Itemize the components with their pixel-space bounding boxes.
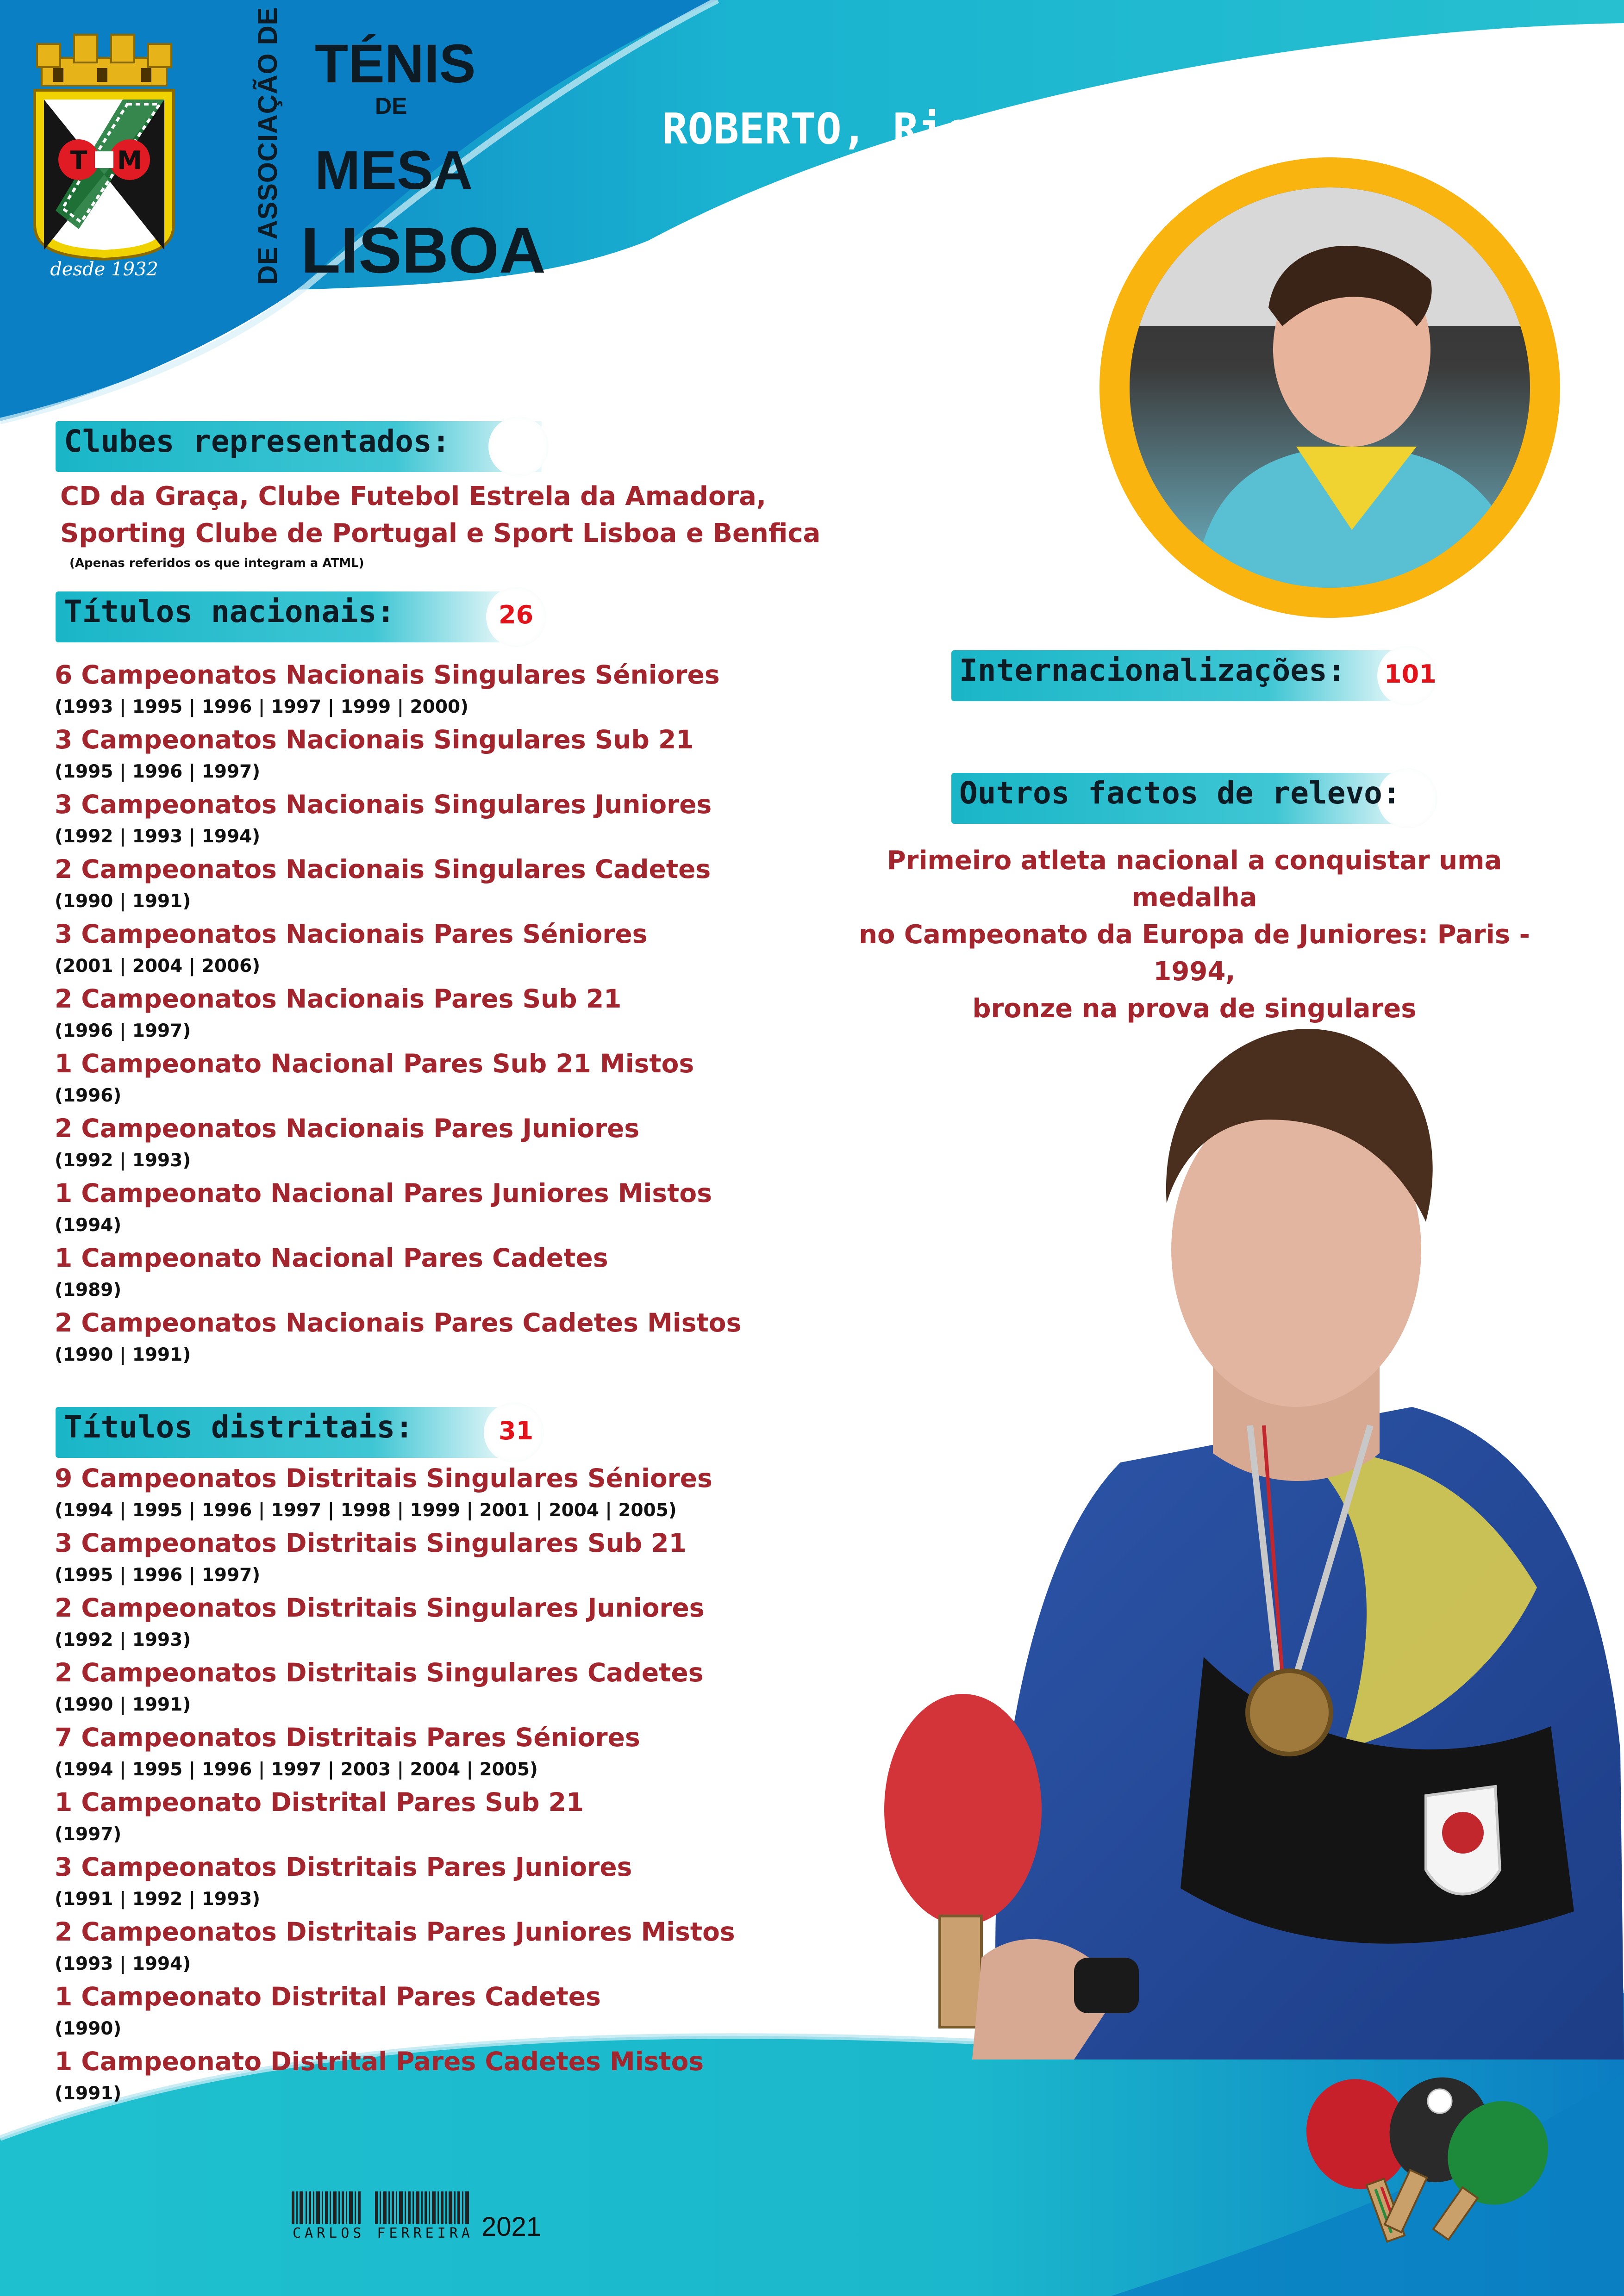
title-years: (1991): [55, 2083, 122, 2104]
title-years: (1996): [55, 1085, 122, 1106]
title-years: (1993 | 1995 | 1996 | 1997 | 1999 | 2000): [55, 697, 468, 717]
org-vertical-label: DE ASSOCIAÇÃO DE: [253, 6, 283, 285]
title-list-item: [55, 1241, 842, 1306]
district-titles-list: [55, 1462, 842, 2109]
org-word-lisboa: LISBOA: [301, 214, 546, 286]
title-list-item: [55, 658, 842, 723]
title-name: 1 Campeonato Distrital Pares Sub 21: [55, 1787, 584, 1817]
title-list-item: [55, 1980, 842, 2045]
title-years: (1992 | 1993): [55, 1150, 191, 1171]
title-list-item: [55, 1656, 842, 1721]
logo-since: desde 1932: [50, 259, 158, 280]
international-title: Internacionalizações:: [959, 653, 1346, 688]
title-list-item: [55, 1526, 842, 1591]
facts-line-1: Primeiro atleta nacional a conquistar uma medalha: [887, 846, 1502, 913]
title-list-item: [55, 982, 842, 1047]
svg-text:T: T: [70, 146, 87, 175]
title-list-item: [55, 1786, 842, 1850]
title-list-item: [55, 788, 842, 852]
title-years: (1993 | 1994): [55, 1954, 191, 1974]
title-name: 3 Campeonatos Distritais Pares Juniores: [55, 1852, 632, 1882]
title-years: (1990 | 1991): [55, 1694, 191, 1715]
title-years: (1994 | 1995 | 1996 | 1997 | 1998 | 1999 | 2001 | 2004 | 2005): [55, 1500, 677, 1521]
title-years: (2001 | 2004 | 2006): [55, 956, 261, 977]
title-name: 2 Campeonatos Nacionais Singulares Cadetes: [55, 854, 711, 884]
clubs-note: (Apenas referidos os que integram a ATML): [69, 556, 364, 570]
title-years: (1992 | 1993): [55, 1630, 191, 1650]
title-years: (1990): [55, 2018, 122, 2039]
org-word-mesa: MESA: [315, 140, 473, 201]
title-name: 1 Campeonato Distrital Pares Cadetes Mistos: [55, 2047, 704, 2076]
title-name: 3 Campeonatos Distritais Singulares Sub 21: [55, 1528, 687, 1558]
title-name: 6 Campeonatos Nacionais Singulares Séniores: [55, 660, 720, 690]
title-list-item: [55, 2045, 842, 2109]
title-list-item: [55, 1176, 842, 1241]
title-list-item: [55, 1915, 842, 1980]
facts-line-2: no Campeonato da Europa de Juniores: Paris - 1994,: [859, 920, 1530, 987]
title-name: 3 Campeonatos Nacionais Singulares Sub 21: [55, 725, 694, 754]
title-name: 3 Campeonatos Nacionais Pares Séniores: [55, 919, 648, 949]
title-name: 1 Campeonato Nacional Pares Cadetes: [55, 1243, 608, 1273]
title-name: 2 Campeonatos Distritais Singulares Juniores: [55, 1593, 705, 1623]
title-years: (1990 | 1991): [55, 1344, 191, 1365]
title-name: 1 Campeonato Nacional Pares Sub 21 Mistos: [55, 1049, 694, 1078]
portrait-photo: [1099, 157, 1560, 618]
young-athlete-portrait-icon: [1130, 187, 1530, 588]
athlete-name: ROBERTO, Ricardo: [662, 104, 1073, 154]
clubs-title: Clubes representados:: [64, 423, 450, 459]
atml-logo: [28, 25, 181, 285]
title-name: 2 Campeonatos Nacionais Pares Cadetes Mistos: [55, 1308, 742, 1338]
title-list-item: [55, 1850, 842, 1915]
footer-author: CARLOS FERREIRA: [293, 2225, 474, 2241]
title-list-item: [55, 1462, 842, 1526]
footer-year: 2021: [481, 2212, 542, 2242]
crown-icon: [37, 35, 171, 86]
title-name: 1 Campeonato Nacional Pares Juniores Mistos: [55, 1178, 712, 1208]
title-name: 9 Campeonatos Distritais Singulares Séniores: [55, 1463, 712, 1493]
title-list-item: [55, 917, 842, 982]
national-count: 26: [499, 600, 534, 629]
district-title: Títulos distritais:: [64, 1409, 413, 1445]
org-word-tenis: TÉNIS: [315, 33, 476, 94]
paddles-icon: [1287, 2073, 1565, 2249]
international-count: 101: [1384, 660, 1437, 689]
title-years: (1996 | 1997): [55, 1020, 191, 1041]
title-list-item: [55, 1047, 842, 1112]
title-name: 1 Campeonato Distrital Pares Cadetes: [55, 1982, 601, 2011]
title-years: (1995 | 1996 | 1997): [55, 1565, 261, 1586]
clubs-line-2: Sporting Clube de Portugal e Sport Lisboa e Benfica: [60, 518, 821, 548]
title-name: 2 Campeonatos Nacionais Pares Juniores: [55, 1114, 640, 1143]
title-list-item: [55, 1306, 842, 1371]
title-years: (1992 | 1993 | 1994): [55, 826, 261, 847]
svg-text:M: M: [117, 146, 142, 175]
national-titles-list: [55, 658, 842, 1371]
title-list-item: [55, 1112, 842, 1176]
org-word-de: DE: [375, 93, 407, 119]
svg-text:A: A: [89, 106, 106, 130]
facts-line-3: bronze na prova de singulares: [972, 994, 1417, 1024]
title-list-item: [55, 1591, 842, 1656]
svg-text:L: L: [96, 211, 110, 234]
clubs-line-1: CD da Graça, Clube Futebol Estrela da Amadora,: [60, 481, 767, 511]
national-title: Títulos nacionais:: [64, 594, 395, 629]
district-count: 31: [499, 1416, 534, 1445]
title-name: 2 Campeonatos Nacionais Pares Sub 21: [55, 984, 622, 1014]
title-years: (1994 | 1995 | 1996 | 1997 | 2003 | 2004 | 2005): [55, 1759, 538, 1780]
title-list-item: [55, 723, 842, 788]
title-name: 2 Campeonatos Distritais Singulares Cadetes: [55, 1658, 704, 1687]
title-name: 2 Campeonatos Distritais Pares Juniores Mistos: [55, 1917, 735, 1947]
title-years: (1990 | 1991): [55, 891, 191, 912]
title-years: (1991 | 1992 | 1993): [55, 1889, 261, 1910]
title-list-item: [55, 1721, 842, 1786]
title-name: 3 Campeonatos Nacionais Singulares Juniores: [55, 790, 712, 819]
title-years: (1997): [55, 1824, 122, 1845]
clubs-bubble: [488, 417, 549, 477]
title-list-item: [55, 852, 842, 917]
title-years: (1989): [55, 1280, 122, 1300]
title-name: 7 Campeonatos Distritais Pares Séniores: [55, 1723, 640, 1752]
title-years: (1995 | 1996 | 1997): [55, 761, 261, 782]
title-years: (1994): [55, 1215, 122, 1236]
athlete-photo: [880, 963, 1624, 2060]
facts-title: Outros factos de relevo:: [959, 775, 1401, 811]
